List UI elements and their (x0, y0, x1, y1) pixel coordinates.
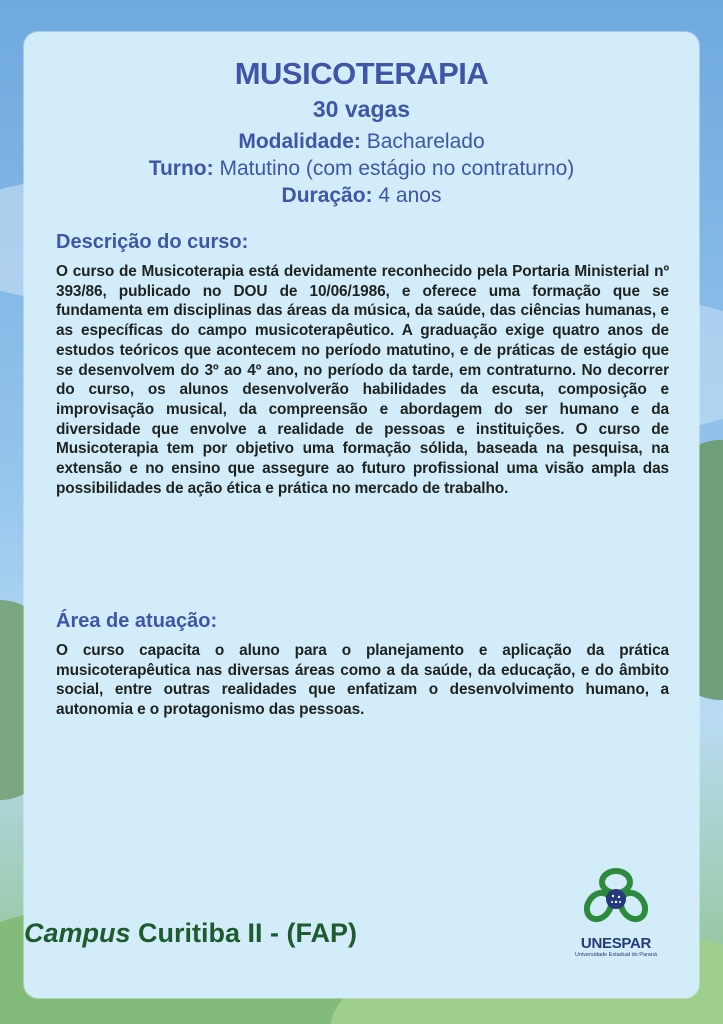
area-heading: Área de atuação: (56, 610, 218, 632)
turno-line (24, 157, 699, 181)
unespar-logo (575, 866, 657, 958)
course-title: MUSICOTERAPIA (234, 56, 489, 91)
description-text: O curso de Musicoterapia está devidamente reconhecido pela Portaria Ministerial nº 393/86, publicado no DOU de 10/06/1986, e oferece uma formação que se fundamenta em disciplinas das áreas da música, da saúde, das ciências humanas, e as específicas do campo musicoterapêutico. A graduação exige quatro anos de estudos teóricos que acontecem no período matutino, e de práticas de estágio que se desenvolvem do 3º ao 4º ano, no período da tarde, em contraturno. No decorrer do curso, os alunos desenvolverão habilidades da escuta, composição e improvisação musical, da compreensão e abordagem do ser humano e da diversidade que envolve a realidade de pessoas e instituições. O curso de Musicoterapia tem por objetivo uma formação sólida, baseada na pesquisa, na extensão e no ensino que assegure ao futuro profissional uma visão ampla das possibilidades de ação ética e prática no mercado de trabalho. (56, 263, 669, 497)
turno-value: Matutino (com estágio no contraturno) (219, 157, 575, 180)
turno-label: Turno: (148, 157, 214, 180)
campus-label (24, 918, 357, 949)
course-card (24, 32, 699, 998)
duracao-label: Duração: (281, 184, 373, 207)
campus-word: Campus (24, 918, 131, 948)
duracao-line (24, 184, 699, 208)
logo-subtitle: Universidade Estadual do Paraná (575, 952, 657, 958)
modalidade-label: Modalidade: (238, 130, 361, 153)
modalidade-value: Bacharelado (366, 130, 485, 153)
description-heading: Descrição do curso: (56, 231, 249, 253)
area-text: O curso capacita o aluno para o planejamento e aplicação da prática musicoterapêutica nas diversas áreas como a da saúde, da educação, e do âmbito social, entre outras realidades que enfatizam o desenvolvimento humano, a autonomia e o protagonismo das pessoas. (56, 642, 669, 719)
duracao-value: 4 anos (378, 184, 442, 207)
campus-name: Curitiba II - (FAP) (138, 918, 358, 948)
vacancies: 30 vagas (312, 96, 411, 122)
logo-name: UNESPAR (580, 935, 652, 952)
unespar-logo-icon (581, 866, 651, 928)
modalidade-line (24, 130, 699, 154)
